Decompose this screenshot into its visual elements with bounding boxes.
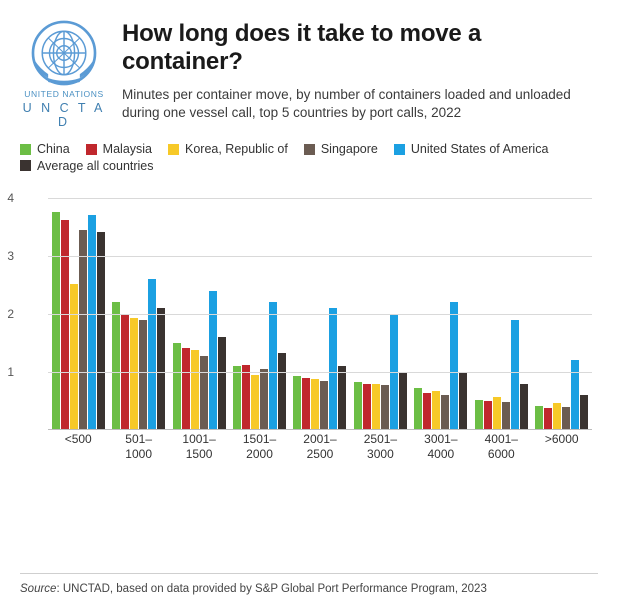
bar[interactable]: [493, 397, 501, 430]
bar[interactable]: [251, 375, 259, 430]
legend-item[interactable]: [86, 143, 152, 156]
bar[interactable]: [88, 215, 96, 430]
bar[interactable]: [278, 353, 286, 430]
legend-label: United States of America: [410, 142, 549, 156]
bar-group: [350, 186, 410, 430]
bar-group: [471, 186, 531, 430]
legend-label: China: [37, 142, 70, 156]
bar[interactable]: [459, 372, 467, 430]
bar[interactable]: [381, 385, 389, 430]
x-axis-tick-label: 4001– 6000: [484, 432, 518, 461]
legend-label: Malaysia: [102, 142, 152, 156]
gridline: [48, 256, 592, 257]
x-axis-tick-label: 2501– 3000: [363, 432, 398, 461]
bar[interactable]: [432, 391, 440, 431]
bar[interactable]: [52, 212, 60, 430]
bar[interactable]: [130, 318, 138, 430]
bar[interactable]: [191, 350, 199, 430]
unctad-logo: [20, 18, 108, 129]
logo-division-text: U N C T A D: [22, 101, 106, 129]
bar[interactable]: [580, 395, 588, 430]
bar[interactable]: [61, 220, 69, 430]
x-axis-tick-label: <500: [64, 432, 92, 446]
bar[interactable]: [97, 232, 105, 430]
x-axis-tick-label: 1501– 2000: [242, 432, 277, 461]
legend-swatch-icon: [168, 144, 179, 155]
bar-group: [108, 186, 168, 430]
y-axis-tick-label: 2: [7, 306, 14, 321]
legend-swatch-icon: [304, 144, 315, 155]
source-text: : UNCTAD, based on data provided by S&P Global Port Performance Program, 2023: [56, 583, 487, 595]
bar[interactable]: [311, 379, 319, 430]
bar[interactable]: [475, 400, 483, 430]
bar-group: [532, 186, 592, 430]
bar[interactable]: [354, 382, 362, 430]
bar[interactable]: [320, 381, 328, 430]
chart-footer: [20, 573, 598, 595]
bar[interactable]: [414, 388, 422, 430]
bar[interactable]: [139, 320, 147, 430]
source-label: Source: [20, 583, 57, 595]
x-axis-tick-label: 501– 1000: [125, 432, 152, 461]
plot-canvas: [48, 186, 592, 430]
united-nations-emblem-icon: [31, 20, 97, 86]
bar[interactable]: [173, 343, 181, 430]
bar[interactable]: [450, 302, 458, 430]
bar[interactable]: [441, 395, 449, 430]
bar[interactable]: [520, 384, 528, 430]
chart-legend: [20, 143, 580, 172]
legend-swatch-icon: [20, 160, 31, 171]
legend-label: Singapore: [320, 142, 378, 156]
x-axis-labels: [48, 432, 592, 476]
bar[interactable]: [233, 366, 241, 430]
x-axis-line: [48, 429, 592, 430]
bar[interactable]: [269, 302, 277, 430]
x-axis-tick-label: 2001– 2500: [303, 432, 337, 461]
legend-label: Korea, Republic of: [185, 142, 288, 156]
bar-groups: [48, 186, 592, 430]
bar[interactable]: [200, 356, 208, 430]
bar[interactable]: [423, 393, 431, 430]
bar[interactable]: [242, 365, 250, 430]
bar[interactable]: [484, 401, 492, 430]
legend-swatch-icon: [394, 144, 405, 155]
legend-swatch-icon: [20, 144, 31, 155]
logo-organization-text: UNITED NATIONS: [24, 89, 104, 99]
bar[interactable]: [544, 408, 552, 430]
bar-group: [411, 186, 471, 430]
page-title: How long does it take to move a container?: [122, 20, 482, 75]
legend-item[interactable]: [20, 143, 70, 156]
y-axis-tick-label: 1: [7, 364, 14, 379]
chart-header: [20, 18, 598, 129]
bar[interactable]: [293, 376, 301, 430]
x-axis-tick-label: >6000: [544, 432, 579, 446]
bar[interactable]: [329, 308, 337, 430]
legend-label: Average all countries: [37, 158, 154, 173]
legend-item[interactable]: [304, 143, 378, 156]
bar[interactable]: [209, 291, 217, 430]
bar[interactable]: [70, 284, 78, 430]
x-axis-tick-label: 3001– 4000: [424, 432, 458, 461]
bar[interactable]: [148, 279, 156, 430]
bar-group: [48, 186, 108, 430]
bar-group: [290, 186, 350, 430]
bar[interactable]: [511, 320, 519, 430]
bar[interactable]: [571, 360, 579, 430]
bar[interactable]: [79, 230, 87, 430]
legend-swatch-icon: [86, 144, 97, 155]
gridline: [48, 372, 592, 373]
legend-item[interactable]: [394, 143, 549, 156]
bar[interactable]: [260, 369, 268, 430]
bar[interactable]: [562, 407, 570, 430]
legend-item[interactable]: [20, 160, 154, 173]
legend-item[interactable]: [168, 143, 288, 156]
title-block: [122, 18, 598, 123]
y-axis-tick-label: 4: [7, 190, 14, 205]
y-axis-tick-label: 3: [7, 248, 14, 263]
chart-subtitle: Minutes per container move, by number of containers loaded and unloaded during one vessel call, top 5 countries by port calls, 2022: [122, 86, 571, 121]
bar[interactable]: [157, 308, 165, 430]
bar-group: [169, 186, 229, 430]
bar-group: [229, 186, 289, 430]
bar[interactable]: [399, 372, 407, 430]
bar[interactable]: [302, 378, 310, 430]
bar[interactable]: [553, 403, 561, 430]
gridline: [48, 314, 592, 315]
source-note: [20, 583, 598, 595]
footer-divider: [20, 573, 598, 574]
bar[interactable]: [112, 302, 120, 430]
bar[interactable]: [182, 348, 190, 430]
bar[interactable]: [372, 384, 380, 430]
bar[interactable]: [535, 406, 543, 430]
bar[interactable]: [338, 366, 346, 430]
bar[interactable]: [363, 384, 371, 430]
x-axis-tick-label: 1001– 1500: [182, 432, 216, 461]
bar[interactable]: [502, 402, 510, 430]
bar[interactable]: [218, 337, 226, 430]
gridline: [48, 198, 592, 199]
chart-plot-area: [7, 186, 598, 486]
